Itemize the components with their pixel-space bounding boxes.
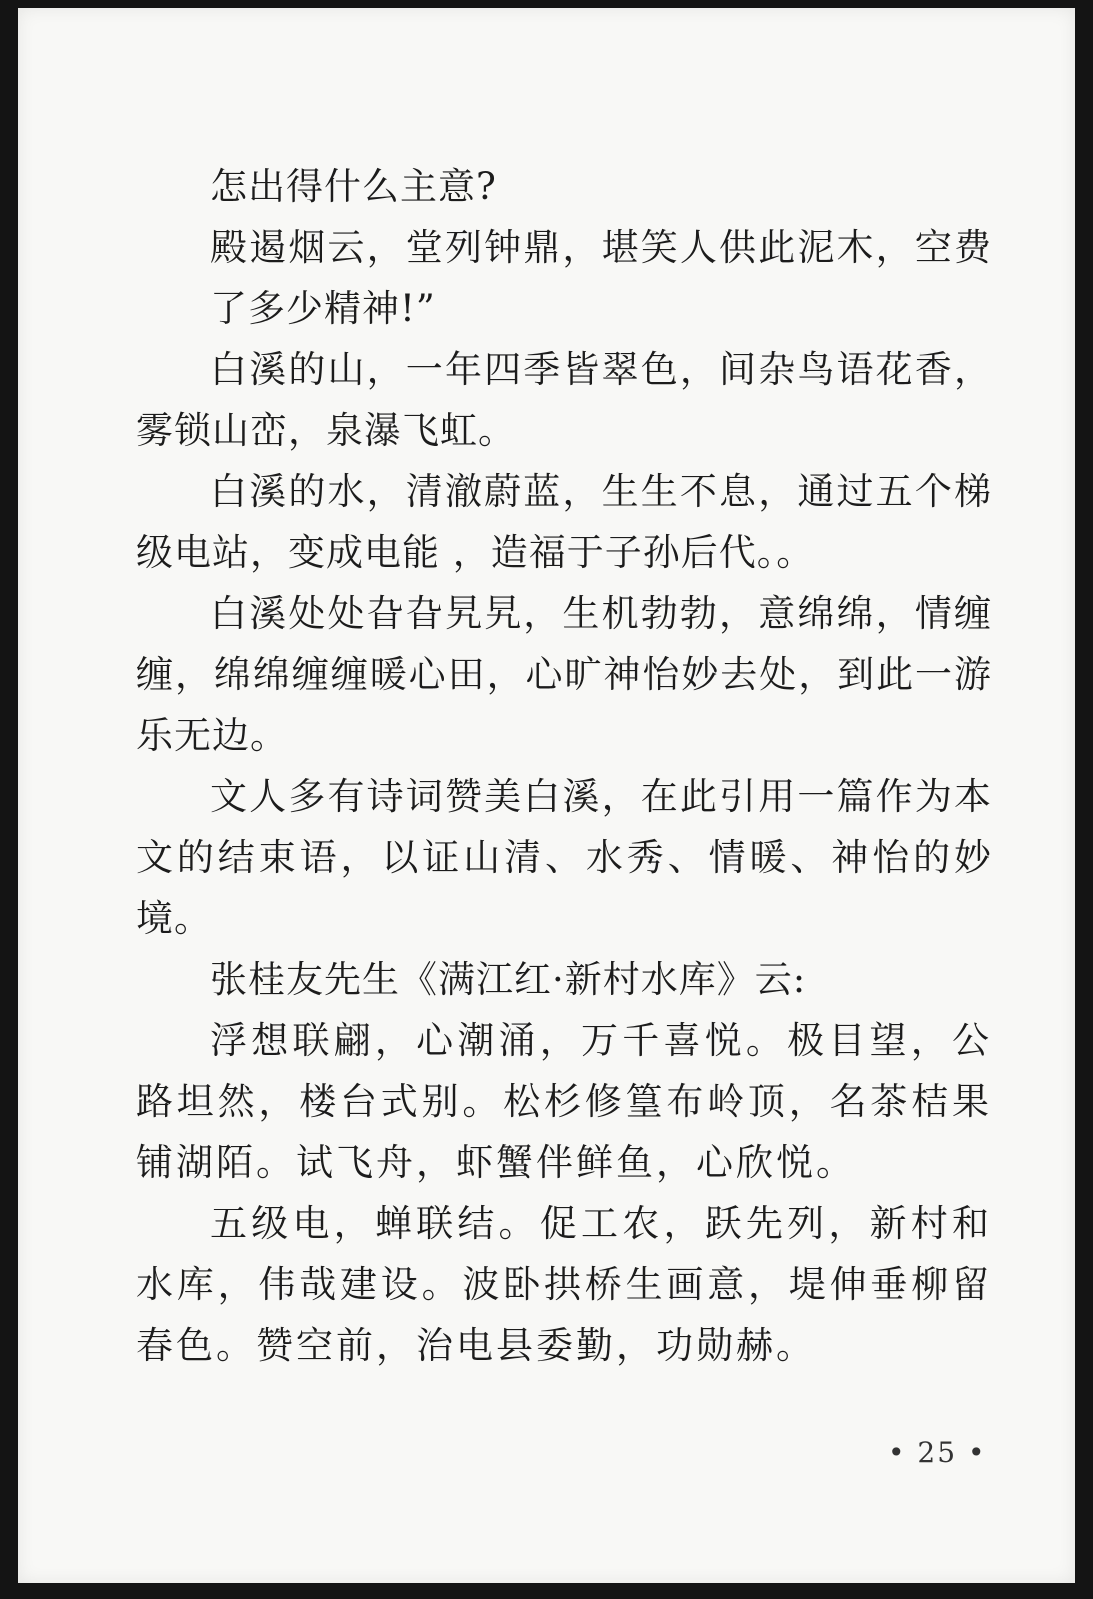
poem-stanza-2: 五级电，蝉联结。促工农，跃先列，新村和水库，伟哉建设。波卧拱桥生画意，堤伸垂柳留春色。赞空前，治电县委勤，功勋赫。 bbox=[136, 1202, 992, 1367]
poem-attribution: 张桂友先生《满江红·新村水库》云: bbox=[210, 958, 807, 1001]
paragraph-water: 白溪的水，清澈蔚蓝，生生不息，通过五个梯级电站，变成电能 ，造福于子孙后代。。 bbox=[136, 470, 992, 574]
paragraph-everywhere: 白溪处处旮旮旯旯，生机勃勃，意绵绵，情缠缠，绵绵缠缠暖心田，心旷神怡妙去处，到此一游乐无边。 bbox=[136, 592, 992, 757]
poem-line-2: 殿遏烟云，堂列钟鼎，堪笑人供此泥木，空费了多少精神!” bbox=[210, 226, 992, 330]
body-text bbox=[136, 156, 992, 1376]
poem-stanza-1: 浮想联翩，心潮涌，万千喜悦。极目望，公路坦然，楼台式别。松杉修篁布岭顶，名茶桔果铺湖陌。试飞舟，虾蟹伴鲜鱼，心欣悦。 bbox=[136, 1019, 992, 1184]
paragraph-poetry-intro: 文人多有诗词赞美白溪，在此引用一篇作为本文的结束语，以证山清、水秀、情暖、神怡的妙境。 bbox=[136, 775, 992, 940]
poem-line-1: 怎出得什么主意? bbox=[210, 165, 497, 208]
paragraph-mountains: 白溪的山，一年四季皆翠色，间杂鸟语花香，雾锁山峦，泉瀑飞虹。 bbox=[136, 348, 992, 452]
book-page bbox=[18, 8, 1075, 1583]
page-number: • 25 • bbox=[888, 1436, 987, 1469]
